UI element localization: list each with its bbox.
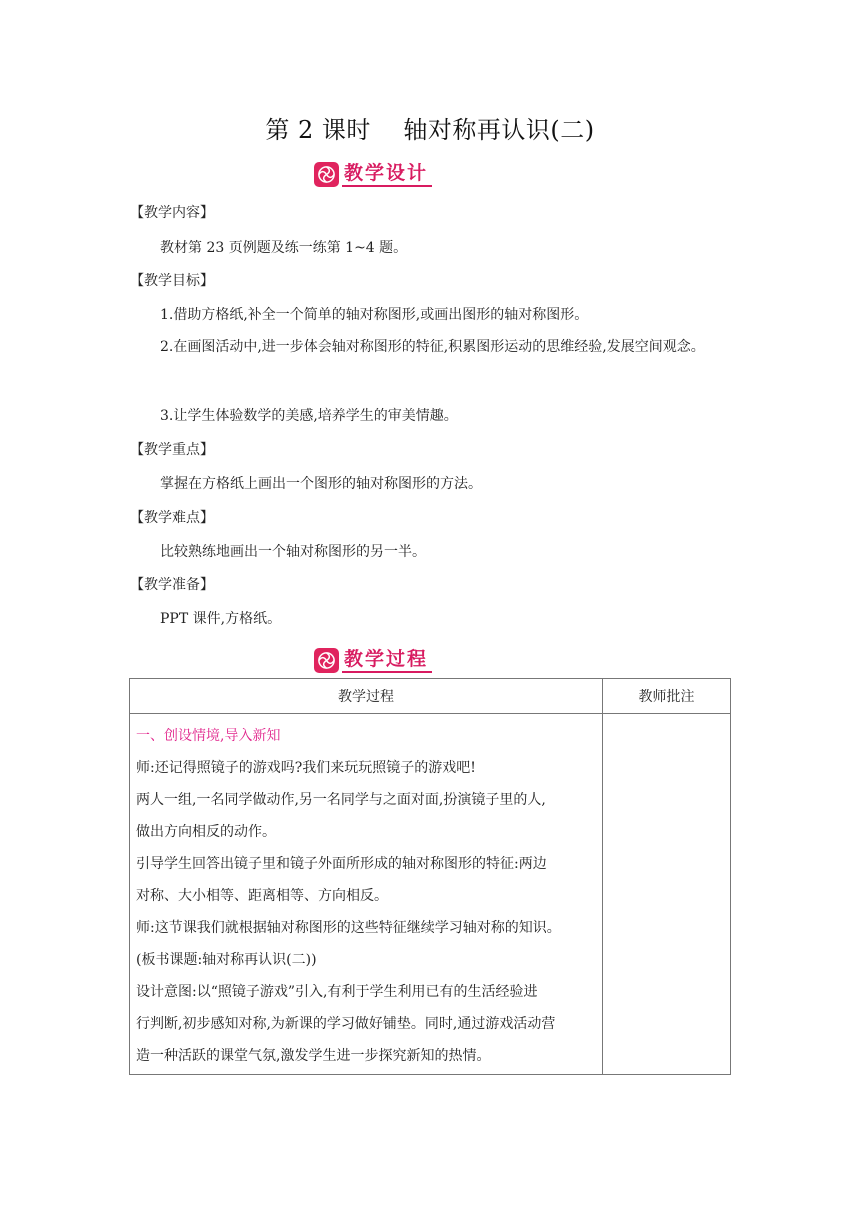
teacher-notes-cell[interactable] [603, 714, 731, 1075]
content-line-10: 造一种活跃的课堂气氛,激发学生进一步探究新知的热情。 [136, 1048, 491, 1064]
spiral-logo-icon [314, 162, 339, 187]
goal-item-2: 2.在画图活动中,进一步体会轴对称图形的特征,积累图形运动的思维经验,发展空间观念。 [160, 339, 705, 355]
content-line-9: 行判断,初步感知对称,为新课的学习做好铺垫。同时,通过游戏活动营 [136, 1016, 556, 1032]
goal-item-1: 1.借助方格纸,补全一个简单的轴对称图形,或画出图形的轴对称图形。 [160, 307, 589, 323]
spiral-logo-icon [314, 648, 339, 673]
teaching-process-label: 教学过程 [342, 648, 432, 673]
key-heading: 【教学重点】 [130, 442, 214, 458]
goals-heading: 【教学目标】 [130, 273, 214, 289]
content-line-6: 师:这节课我们就根据轴对称图形的这些特征继续学习轴对称的知识。 [136, 920, 561, 936]
step-title: 一、创设情境,导入新知 [136, 728, 281, 744]
content-line-2: 两人一组,一名同学做动作,另一名同学与之面对面,扮演镜子里的人, [136, 792, 546, 808]
content-line-1: 师:还记得照镜子的游戏吗?我们来玩玩照镜子的游戏吧! [136, 760, 476, 776]
teaching-design-label: 教学设计 [342, 162, 432, 187]
teaching-process-banner [314, 647, 450, 673]
process-content-cell [130, 714, 603, 1075]
content-line-3: 做出方向相反的动作。 [136, 824, 276, 840]
content-heading: 【教学内容】 [130, 205, 214, 221]
key-text: 掌握在方格纸上画出一个图形的轴对称图形的方法。 [160, 476, 482, 492]
content-line-7: (板书课题:轴对称再认识(二)) [136, 952, 317, 968]
teaching-design-banner [314, 161, 450, 187]
table-row [130, 714, 731, 1075]
difficulty-text: 比较熟练地画出一个轴对称图形的另一半。 [160, 544, 426, 560]
prep-heading: 【教学准备】 [130, 577, 214, 593]
goal-item-3: 3.让学生体验数学的美感,培养学生的审美情趣。 [160, 408, 458, 424]
header-teacher-notes: 教师批注 [603, 679, 731, 714]
header-process: 教学过程 [130, 679, 603, 714]
teaching-process-table [129, 678, 731, 1075]
content-text: 教材第 23 页例题及练一练第 1~4 题。 [160, 240, 408, 256]
content-line-8: 设计意图:以“照镜子游戏”引入,有利于学生利用已有的生活经验进 [136, 984, 538, 1000]
prep-text: PPT 课件,方格纸。 [160, 611, 282, 627]
content-line-4: 引导学生回答出镜子里和镜子外面所形成的轴对称图形的特征:两边 [136, 856, 547, 872]
table-header-row [130, 679, 731, 714]
page-title: 第 2 课时 轴对称再认识(二) [265, 116, 595, 144]
content-line-5: 对称、大小相等、距离相等、方向相反。 [136, 888, 388, 904]
difficulty-heading: 【教学难点】 [130, 510, 214, 526]
